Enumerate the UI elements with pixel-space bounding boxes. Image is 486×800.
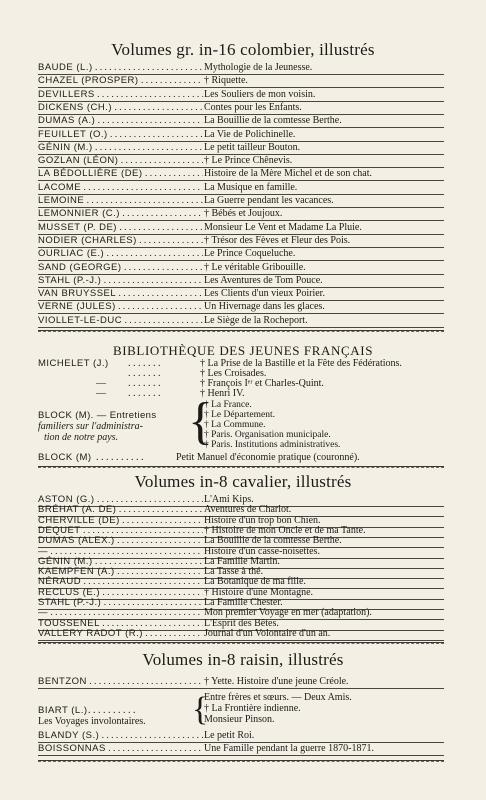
row-title: Le Siège de la Rocheport.	[204, 314, 308, 326]
row-author: GÉNIN (M.) . . .	[38, 142, 203, 154]
catalog-row	[38, 235, 444, 248]
catalog-row	[38, 248, 444, 261]
row-title: La Musique en famille.	[204, 181, 298, 193]
row-author: FEUILLET (O.) . . .	[38, 129, 203, 141]
row-title: † Yette. Histoire d'une jeune Créole.	[204, 676, 349, 687]
section-title-in8-cavalier: Volumes in-8 cavalier, illustrés	[134, 472, 352, 491]
row-author: STAHL (P.-J.) . . .	[38, 597, 203, 609]
row-author: — . . .	[38, 546, 203, 558]
row-title: Aventures de Charlot.	[204, 504, 292, 516]
row-title: La Bouillie de la comtesse Berthe.	[204, 115, 342, 127]
catalog-row	[38, 75, 444, 88]
biart-title: Monsieur Pinson.	[204, 714, 275, 725]
row-author: DEVILLERS . . .	[38, 89, 203, 101]
block2-author: BLOCK (M)	[38, 452, 92, 463]
row-title: Histoire d'un casse-noisettes.	[204, 545, 320, 557]
row-author: LA BÉDOLLIÈRE (DE) . . .	[38, 168, 203, 180]
block-title: † Le Département.	[204, 410, 275, 420]
row-author: BENTZON . . .	[38, 676, 203, 688]
row-author: LEMOINE . . .	[38, 195, 203, 207]
section-title-in8-raisin: Volumes in-8 raisin, illustrés	[142, 650, 344, 669]
row-title: Monsieur Le Vent et Madame La Pluie.	[204, 221, 362, 233]
row-author: BAUDE (L.) . . .	[38, 62, 203, 74]
catalog-row	[38, 743, 444, 756]
row-title: † Riquette.	[204, 75, 248, 87]
ditto-dash: —	[96, 378, 106, 389]
row-title: La Guerre pendant les vacances.	[204, 195, 334, 206]
row-title: Les Aventures de Tom Pouce.	[204, 274, 323, 286]
block-title: † La Commune.	[204, 420, 266, 430]
row-title: L'Esprit des Bêtes.	[204, 617, 279, 629]
row-author: GÉNIN (M.) . . .	[38, 556, 203, 568]
row-author: DICKENS (CH.) . . .	[38, 102, 203, 114]
row-author: CHAZEL (PROSPER) . . .	[38, 75, 203, 87]
row-title: Une Famille pendant la guerre 1870-1871.	[204, 743, 374, 754]
row-title: La Tasse à thé.	[204, 566, 264, 578]
row-author: MUSSET (P. DE) . . .	[38, 222, 203, 234]
block2-title: Petit Manuel d'économie pratique (couronné).	[176, 452, 360, 463]
catalog-row	[38, 89, 444, 102]
row-title: L'Ami Kips.	[204, 494, 254, 505]
catalog-row	[38, 155, 444, 168]
catalog-row	[38, 628, 444, 641]
catalog-row	[38, 168, 444, 181]
row-title: † Histoire de mon Oncle et de ma Tante.	[204, 524, 366, 536]
catalog-row	[38, 676, 444, 689]
catalog-row	[38, 102, 444, 115]
row-title: La Botanique de ma fille.	[204, 576, 306, 588]
row-author: DEQUET . . .	[38, 525, 203, 537]
row-title: Histoire de la Mère Michel et de son chat.	[204, 168, 372, 180]
catalog-row	[38, 208, 444, 221]
row-author: KAEMPFEN (A.) . . .	[38, 566, 203, 578]
block-subtitle: familiers sur l'administra-	[38, 421, 143, 432]
catalog-row	[38, 301, 444, 314]
row-title: † Bébés et Joujoux.	[204, 208, 283, 220]
catalog-row	[38, 195, 444, 208]
biart-subtitle: Les Voyages involontaires.	[38, 716, 146, 727]
leader-dots: . . . . . . . . . .	[88, 705, 136, 716]
brace: {	[192, 691, 209, 728]
row-title: La Famille Martin.	[204, 555, 280, 567]
catalog-row	[38, 182, 444, 195]
row-title: Les Souliers de mon voisin.	[204, 88, 316, 100]
section-title-bibliotheque: BIBLIOTHÈQUE DES JEUNES FRANÇAIS	[112, 343, 374, 358]
row-author: BLANDY (S.) . . .	[38, 730, 203, 742]
brace: {	[188, 393, 213, 450]
row-author: NÉRAUD . . .	[38, 576, 203, 588]
leader-dots: . . . . . . .	[128, 368, 161, 379]
biart-title: Entre frères et sœurs. — Deux Amis.	[204, 692, 352, 703]
section-divider	[38, 330, 444, 332]
row-author: DUMAS (A.) . . .	[38, 115, 203, 127]
block-author: BLOCK (M). — Entretiens	[38, 410, 157, 421]
row-author: BOISSONNAS . . .	[38, 743, 203, 755]
row-title: Le petit Roi.	[204, 730, 255, 741]
leader-dots: . . . . . . .	[128, 388, 161, 399]
row-author: LEMONNIER (C.) . . .	[38, 208, 203, 220]
row-title: † Trésor des Fèves et Fleur des Pois.	[204, 234, 351, 246]
michelet-author: MICHELET (J.)	[38, 358, 109, 369]
row-title: Le Prince Coqueluche.	[204, 248, 296, 260]
catalog-row	[38, 115, 444, 128]
row-author: BRÉHAT (A. DE) . . .	[38, 504, 203, 516]
leader-dots: . . . . . . .	[128, 358, 161, 369]
section-divider	[38, 642, 444, 644]
row-author: STAHL (P.-J.) . . .	[38, 275, 203, 287]
row-title: Histoire d'un trop bon Chien.	[204, 514, 321, 526]
catalog-row	[38, 262, 444, 275]
row-author: VAN BRUYSSEL . . .	[38, 288, 203, 300]
michelet-title: † La Prise de la Bastille et la Fête des Fédérations.	[200, 358, 402, 369]
catalog-row	[38, 315, 444, 328]
row-author: TOUSSENEL . . .	[38, 618, 203, 630]
block-subtitle: tion de notre pays.	[44, 432, 119, 443]
row-title: Contes pour les Enfants.	[204, 101, 302, 113]
row-title: † Le véritable Gribouille.	[204, 261, 306, 273]
biart-author: BIART (L.)	[38, 705, 88, 716]
section-title-in16: Volumes gr. in-16 colombier, illustrés	[111, 40, 375, 59]
section-divider	[38, 760, 444, 762]
row-title: La Vie de Polichinelle.	[204, 128, 296, 140]
leader-dots: . . . . . . .	[128, 378, 161, 389]
michelet-title: † Henri IV.	[200, 388, 245, 399]
row-author: VALLERY RADOT (R.) . . .	[38, 628, 203, 640]
row-title: Mythologie de la Jeunesse.	[204, 62, 313, 73]
block-title: † Paris. Organisation municipale.	[204, 430, 331, 440]
leader-dots: . . . . . . . . . .	[96, 452, 144, 463]
catalog-row	[38, 275, 444, 288]
row-author: VERNE (JULES) . . .	[38, 301, 203, 313]
section-divider	[38, 466, 444, 468]
row-title: † Le Prince Chênevis.	[204, 155, 293, 167]
catalog-row	[38, 129, 444, 142]
michelet-title: † François Iᵉʳ et Charles-Quint.	[200, 378, 324, 389]
row-author: VIOLLET-LE-DUC . . .	[38, 315, 203, 327]
catalog-row	[38, 62, 444, 75]
block-title: † La France.	[204, 400, 252, 410]
row-author: RECLUS (E.) . . .	[38, 587, 203, 599]
catalog-row	[38, 288, 444, 301]
row-author: — . . .	[38, 607, 203, 619]
catalog-row	[38, 730, 444, 743]
row-author: ASTON (G.) . . .	[38, 494, 203, 506]
catalog-row	[38, 142, 444, 155]
row-title: Un Hivernage dans les glaces.	[204, 301, 325, 313]
catalog-row	[38, 222, 444, 235]
row-author: CHERVILLE (DE) . . .	[38, 515, 203, 527]
row-title: Le petit tailleur Bouton.	[204, 141, 301, 153]
block-title: † Paris. Institutions administratives.	[204, 440, 341, 450]
ditto-dash: —	[96, 388, 106, 399]
michelet-title: † Les Croisades.	[200, 368, 267, 379]
row-title: La Bouillie de la comtesse Berthe.	[204, 535, 342, 547]
row-author: NODIER (CHARLES) . . .	[38, 235, 203, 247]
row-title: Les Clients d'un vieux Poirier.	[204, 288, 325, 300]
row-title: La Famille Chester.	[204, 597, 283, 608]
row-title: Journal d'un Volontaire d'un an.	[204, 627, 331, 639]
row-author: DUMAS (ALEX.) . . .	[38, 535, 203, 547]
biart-title: † La Frontière indienne.	[204, 703, 301, 714]
row-author: GOZLAN (LÉON) . . .	[38, 155, 203, 167]
row-author: LACOME . . .	[38, 182, 203, 194]
row-title: † Histoire d'une Montagne.	[204, 586, 314, 598]
row-title: Mon premier Voyage en mer (adaptation).	[204, 607, 372, 619]
row-author: SAND (GEORGE) . . .	[38, 262, 203, 274]
row-author: OURLIAC (E.) . . .	[38, 248, 203, 260]
